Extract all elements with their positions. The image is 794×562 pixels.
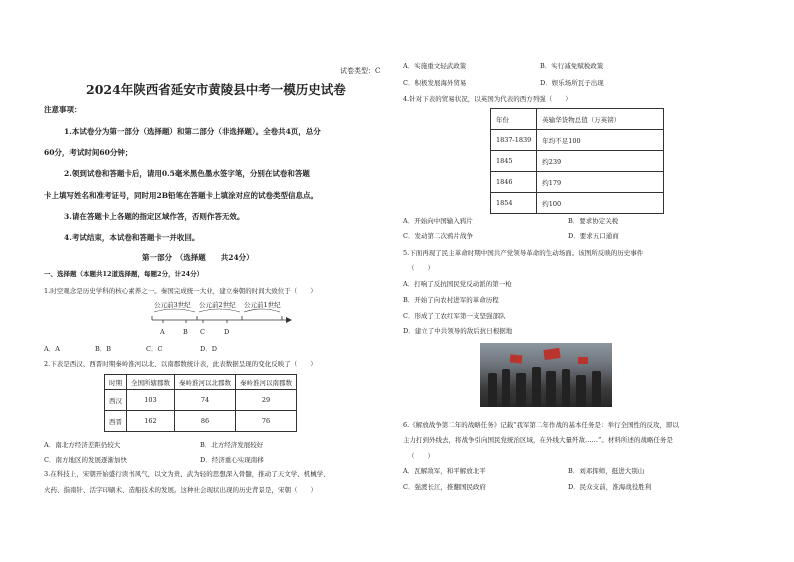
- q5-stem-line: （ ）: [408, 264, 434, 272]
- timeline-label: 公元前3世纪: [154, 301, 191, 309]
- q4-stem: 4.针对下表的贸易状况，以英国为代表的西方列强（ ）: [403, 95, 572, 103]
- table-header-cell: 英输华货物总值（万英镑）: [537, 109, 664, 130]
- timeline-label: 公元前2世纪: [199, 301, 236, 309]
- table-cell: 76: [236, 411, 297, 432]
- exam-type-label: 试卷类型：C: [340, 67, 381, 75]
- q1-option-c: C．C: [146, 345, 163, 353]
- q1-stem: 1.时空观念是历史学科的核心素养之一。秦国完成统一大业，建立秦朝的时间大致位于（ ）: [44, 287, 317, 295]
- q3-stem-line: 火药、指南针、活字印刷术、造船技术的发展。这种社会现状出现的历史背景是，宋朝（ ）: [44, 486, 317, 494]
- q1-option-d: D．D: [200, 345, 217, 353]
- table-cell: 1846: [491, 172, 537, 193]
- q2-option-d: D．经济重心实现南移: [200, 456, 264, 464]
- q5-option-a: A．打响了反抗国民党反动派的第一枪: [403, 280, 512, 288]
- part1-instruction: 一、选择题（本题共12道选择题，每题2分，计24分）: [44, 270, 204, 278]
- q5-stem-line: 5.下面再现了民主革命时期中国共产党领导革命的生动场面。该图所反映的历史事件: [403, 249, 644, 257]
- q5-option-c: C．形成了工农红军第一支坚强部队: [403, 312, 506, 320]
- table-row: [105, 390, 297, 411]
- q6-stem-line: （ ）: [408, 452, 434, 460]
- table-cell: 103: [127, 390, 175, 411]
- q3-stem-line: 3.在科技上，宋朝开始盛行读书风气，以文为贵、武为轻的思想深入骨髓，推动了天文学、机械学、: [44, 470, 330, 478]
- notice-line: 60分，考试时间60分钟；: [44, 148, 133, 157]
- notice-line: 2.领到试卷和答题卡后，请用0.5毫米黑色墨水签字笔，分别在试卷和答题: [64, 169, 310, 178]
- timeline-axis: [150, 308, 300, 326]
- table-row: [491, 193, 664, 214]
- timeline-point: D: [224, 328, 230, 336]
- table-cell: 约239: [537, 151, 664, 172]
- table-header-cell: 秦岭淮河以北郡数: [175, 375, 236, 390]
- table-header-cell: 全国所辖郡数: [127, 375, 175, 390]
- q4-option-d: D．要求五口通商: [568, 232, 619, 240]
- table-row: [105, 411, 297, 432]
- table-cell: 86: [175, 411, 236, 432]
- table-row: [105, 375, 297, 390]
- q4-option-b: B．要求协定关税: [568, 217, 619, 225]
- table-row: [491, 151, 664, 172]
- q2-table: [104, 374, 297, 432]
- q3-option-b: B．实行减免赋税政策: [540, 62, 604, 70]
- table-cell: 约179: [537, 172, 664, 193]
- q6-option-a: A．瓦解敌军，和平解放北平: [403, 467, 486, 475]
- q4-option-c: C．发动第二次鸦片战争: [403, 232, 473, 240]
- q5-option-b: B．开始了向农村进军的革命历程: [403, 296, 499, 304]
- table-cell: 162: [127, 411, 175, 432]
- q1-option-a: A．A: [44, 345, 60, 353]
- table-cell: 74: [175, 390, 236, 411]
- table-cell: 约100: [537, 193, 664, 214]
- timeline-point: C: [200, 328, 205, 336]
- notice-line: 1.本试卷分为第一部分（选择题）和第二部分（非选择题）。全卷共4页，总分: [64, 127, 321, 136]
- timeline-point: B: [183, 328, 188, 336]
- notice-heading: 注意事项：: [44, 105, 82, 114]
- q6-option-c: C．强渡长江，推翻国民政府: [403, 483, 486, 491]
- part1-title: 第一部分 （选择题 共24分）: [142, 253, 254, 262]
- q6-option-d: D．民众支前，淮海战役胜利: [568, 483, 652, 491]
- q6-stem-line: 主力打到外线去，将战争引向国民党统治区域，在外线大量歼敌……”。材料所述的战略任务是: [403, 436, 673, 444]
- q1-timeline: [150, 300, 300, 340]
- table-row: [491, 172, 664, 193]
- q3-option-c: C．积极发展海外贸易: [403, 79, 467, 87]
- exam-title: 2024年陕西省延安市黄陵县中考一模历史试卷: [86, 82, 346, 97]
- q4-table: [490, 108, 664, 214]
- q2-option-c: C．南方地区的发展逐渐加快: [44, 456, 127, 464]
- q1-option-b: B．B: [95, 345, 112, 353]
- table-header-cell: 秦岭淮河以南郡数: [236, 375, 297, 390]
- notice-line: 卡上填写姓名和准考证号，同时用2B铅笔在答题卡上填涂对应的试卷类型信息点。: [44, 191, 319, 200]
- q2-stem: 2.下表是西汉、西晋时期秦岭淮河以北、以南郡数统计表，此表数据呈现的变化反映了（ ）: [44, 360, 317, 368]
- nanchang-uprising-photo: [480, 343, 612, 407]
- table-cell: 1845: [491, 151, 537, 172]
- q6-stem-line: 6.《解放战争第二年的战略任务》记载“我军第二年作战的基本任务是：举行全国性的反攻，即以: [403, 421, 680, 429]
- table-cell: 1837-1839: [491, 130, 537, 151]
- table-cell: 西晋: [105, 411, 127, 432]
- q2-option-a: A．南北方经济差距仍较大: [44, 441, 121, 449]
- q3-option-a: A．实施重文轻武政策: [403, 62, 467, 70]
- q6-option-b: B．刘邓挥师，挺进大别山: [568, 467, 645, 475]
- q3-option-d: D．娱乐场所瓦子出现: [540, 79, 604, 87]
- notice-line: 3.请在答题卡上各题的指定区域作答，否则作答无效。: [64, 212, 245, 221]
- q2-option-b: B．北方经济发展较好: [200, 441, 264, 449]
- q4-option-a: A．开始向中国输入鸦片: [403, 217, 473, 225]
- table-header-cell: 时期: [105, 375, 127, 390]
- table-cell: 年均不足100: [537, 130, 664, 151]
- table-row: [491, 109, 664, 130]
- table-header-cell: 年份: [491, 109, 537, 130]
- timeline-point: A: [160, 328, 165, 336]
- table-row: [491, 130, 664, 151]
- table-cell: 1854: [491, 193, 537, 214]
- timeline-label: 公元前1世纪: [244, 301, 281, 309]
- table-cell: 西汉: [105, 390, 127, 411]
- q5-option-d: D．建立了中共领导的敌后抗日根据地: [403, 327, 513, 335]
- notice-line: 4.考试结束，本试卷和答题卡一并收回。: [64, 233, 200, 242]
- table-cell: 29: [236, 390, 297, 411]
